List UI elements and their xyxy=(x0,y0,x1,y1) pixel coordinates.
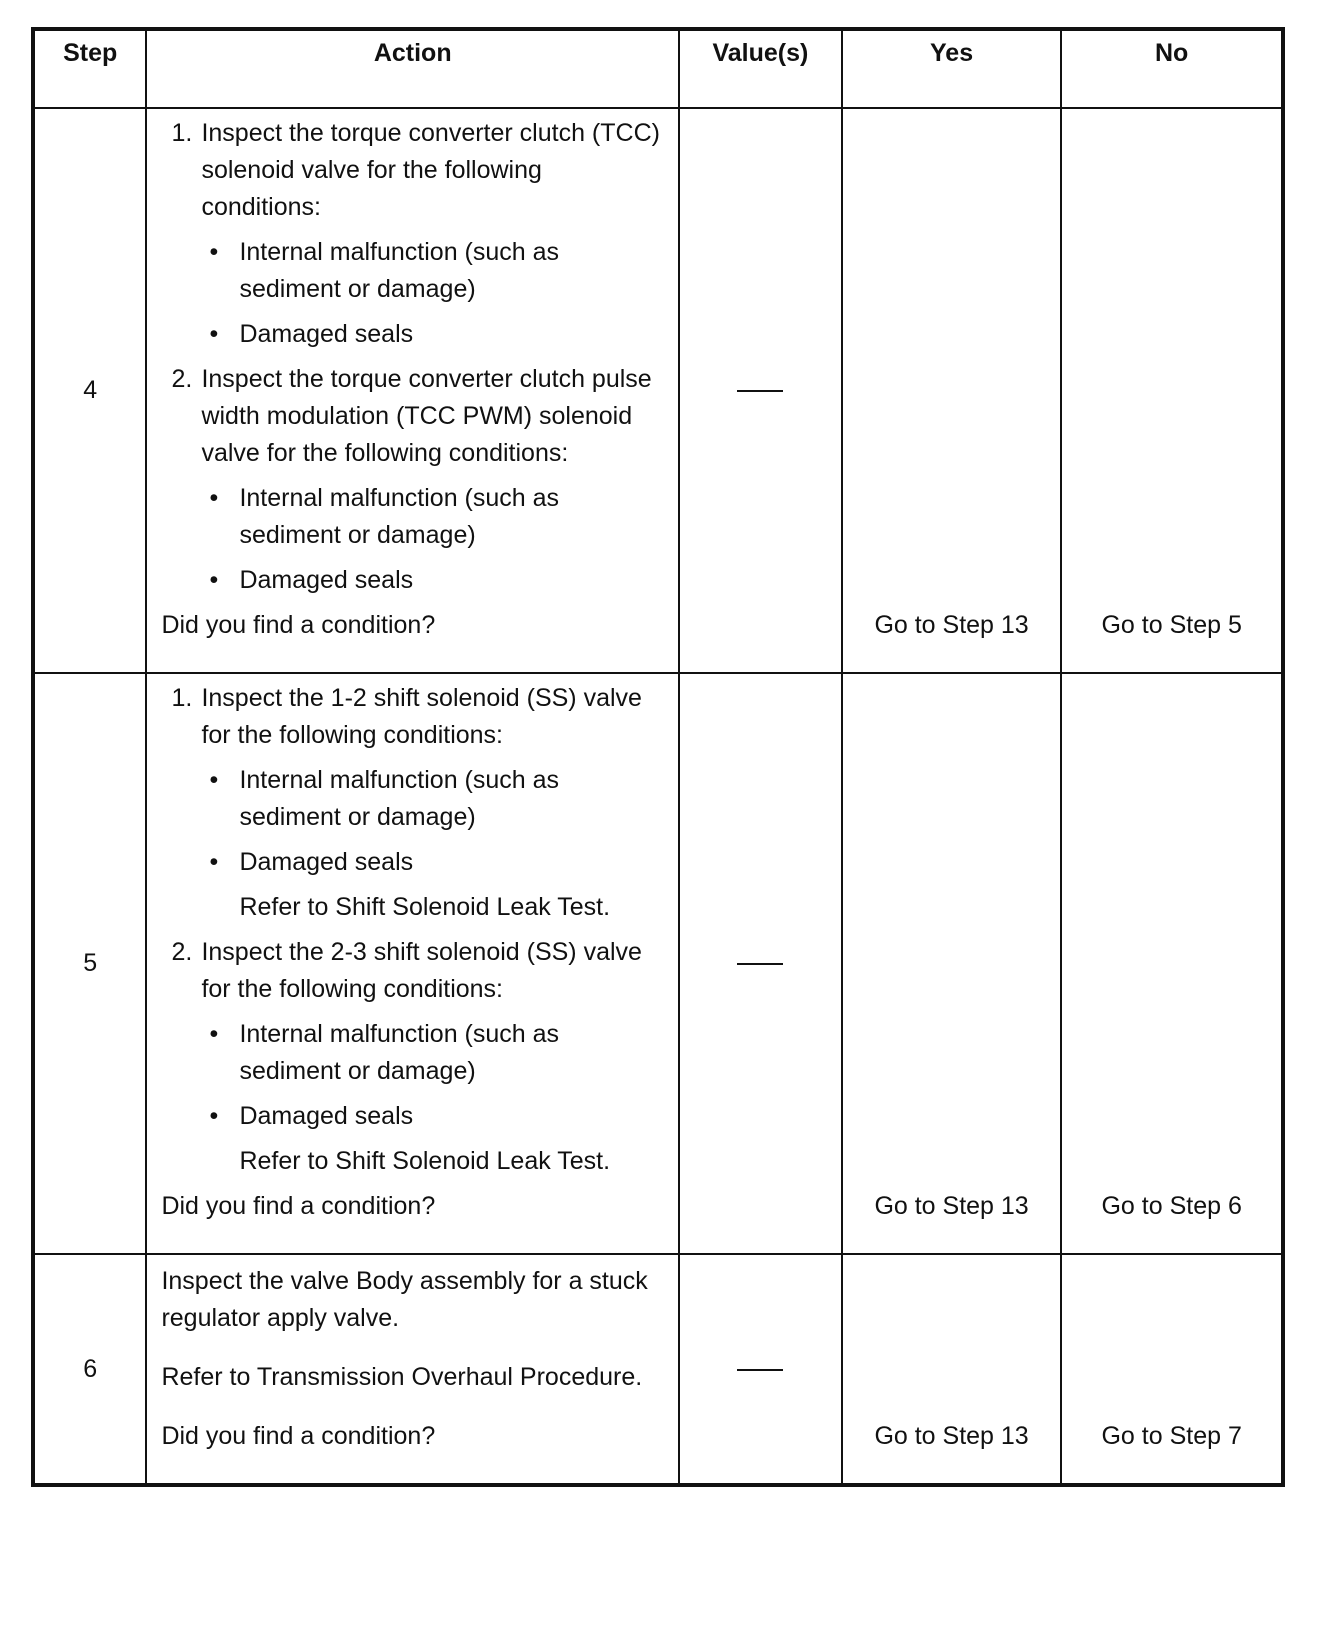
bullet-text: Internal malfunction (such as sediment or damage) xyxy=(239,238,560,303)
item-text: Inspect the 2-3 shift solenoid (SS) valve for the following conditions: xyxy=(201,938,642,1003)
item-text: Inspect the 1-2 shift solenoid (SS) valve for the following conditions: xyxy=(201,684,642,749)
value-dash xyxy=(737,390,783,392)
bullet-icon: • xyxy=(209,238,219,266)
action-cell xyxy=(146,108,679,673)
bullet-text: Damaged seals xyxy=(239,566,414,594)
bullet-item xyxy=(161,844,666,881)
bullet-icon: • xyxy=(209,484,219,512)
table-row xyxy=(33,108,1283,673)
bullet-text: Damaged seals xyxy=(239,320,414,348)
item-number: 2. xyxy=(171,365,193,393)
item-number: 2. xyxy=(171,938,193,966)
value-dash xyxy=(737,963,783,965)
question-text: Did you find a condition? xyxy=(161,1422,436,1450)
bullet-item xyxy=(161,762,666,836)
action-paragraph: Refer to Transmission Overhaul Procedure. xyxy=(161,1363,643,1391)
header-yes: Yes xyxy=(842,29,1062,108)
bullet-icon: • xyxy=(209,566,219,594)
yes-cell: Go to Step 13 xyxy=(842,108,1062,673)
bullet-text: Damaged seals xyxy=(239,848,414,876)
bullet-icon: • xyxy=(209,1020,219,1048)
value-cell xyxy=(679,1254,842,1485)
header-row xyxy=(33,29,1283,108)
action-item xyxy=(161,115,666,226)
item-text: Inspect the torque converter clutch (TCC) solenoid valve for the following conditions: xyxy=(201,119,660,221)
header-no: No xyxy=(1061,29,1283,108)
step-number: 5 xyxy=(33,673,146,1254)
yes-cell: Go to Step 13 xyxy=(842,1254,1062,1485)
table-row xyxy=(33,1254,1283,1485)
bullet-item xyxy=(161,562,666,599)
header-step: Step xyxy=(33,29,146,108)
action-item xyxy=(161,934,666,1008)
refer-text: Refer to Shift Solenoid Leak Test. xyxy=(239,1147,611,1175)
item-text: Inspect the torque converter clutch pulse width modulation (TCC PWM) solenoid valve for the following conditions: xyxy=(201,365,652,467)
bullet-icon: • xyxy=(209,766,219,794)
bullet-item xyxy=(161,1016,666,1090)
bullet-text: Damaged seals xyxy=(239,1102,414,1130)
table-row xyxy=(33,673,1283,1254)
no-cell: Go to Step 7 xyxy=(1061,1254,1283,1485)
diagnostic-table xyxy=(31,27,1285,1487)
action-paragraph: Inspect the valve Body assembly for a stuck regulator apply valve. xyxy=(161,1267,648,1332)
value-cell xyxy=(679,673,842,1254)
bullet-icon: • xyxy=(209,320,219,348)
question-text: Did you find a condition? xyxy=(161,1192,436,1220)
bullet-item xyxy=(161,316,666,353)
action-item xyxy=(161,361,666,472)
bullet-item xyxy=(161,234,666,308)
action-cell xyxy=(146,1254,679,1485)
step-number: 4 xyxy=(33,108,146,673)
no-cell: Go to Step 5 xyxy=(1061,108,1283,673)
value-dash xyxy=(737,1369,783,1371)
bullet-item xyxy=(161,1098,666,1135)
item-number: 1. xyxy=(171,684,193,712)
no-cell: Go to Step 6 xyxy=(1061,673,1283,1254)
action-item xyxy=(161,680,666,754)
header-action: Action xyxy=(146,29,679,108)
bullet-icon: • xyxy=(209,1102,219,1130)
value-cell xyxy=(679,108,842,673)
question-text: Did you find a condition? xyxy=(161,611,436,639)
step-number: 6 xyxy=(33,1254,146,1485)
bullet-text: Internal malfunction (such as sediment or damage) xyxy=(239,766,560,831)
refer-text: Refer to Shift Solenoid Leak Test. xyxy=(239,893,611,921)
header-values: Value(s) xyxy=(679,29,842,108)
yes-cell: Go to Step 13 xyxy=(842,673,1062,1254)
bullet-text: Internal malfunction (such as sediment or damage) xyxy=(239,1020,560,1085)
bullet-text: Internal malfunction (such as sediment or damage) xyxy=(239,484,560,549)
bullet-item xyxy=(161,480,666,554)
bullet-icon: • xyxy=(209,848,219,876)
action-cell xyxy=(146,673,679,1254)
item-number: 1. xyxy=(171,119,193,147)
